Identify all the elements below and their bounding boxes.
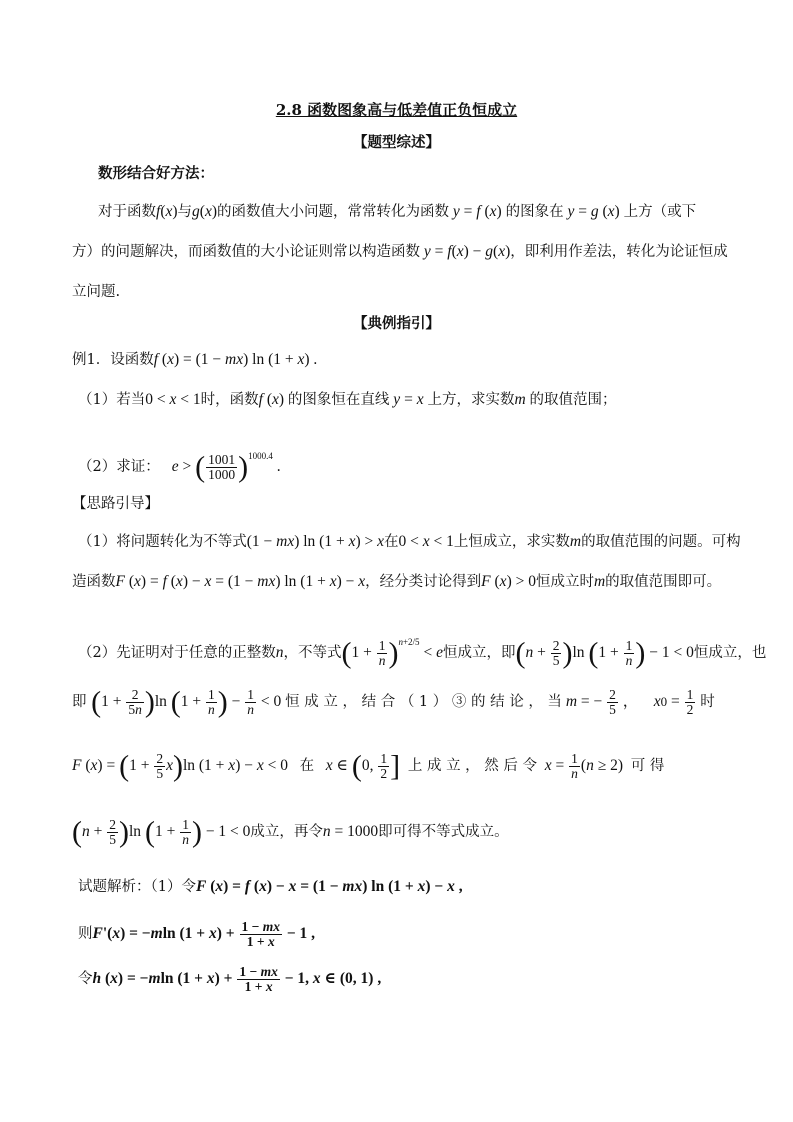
hint-line-3: （2）先证明对于任意的正整数n，不等式(1 + $\frac{1}{n}$ )$^{n+2/5}$ < e恒成立，即(n + $\frac{2}{5}$ )ln (1 + $\frac{1}{n}$ ) − 1 < 0恒成立，也 (78, 636, 767, 670)
hint-line-4: 即 (1 + $\frac{2}{5n}$ )ln (1 + $\frac{1}{n}$ ) − $\frac{1}{n}$ < 0 恒 成 立 ， 结 合 （ 1 ） ③ 的 结 论 ， 当 m = − $\frac{2}{5}$ ， x0 = $\frac{1}{2}$ 时 (72, 685, 715, 719)
page-title: 2.8 函数图象高与低差值正负恒成立 (275, 101, 518, 119)
section-examples-heading: 【典例指引】 (353, 315, 440, 332)
hint-line-1: （1）将问题转化为不等式(1 − mx) ln (1 + x) > x在0 < x < 1上恒成立，求实数m的取值范围的问题。可构 (78, 533, 741, 550)
hint-line-2: 造函数F (x) = f (x) − x = (1 − mx) ln (1 + x) − x，经分类讨论得到F (x) > 0恒成立时m的取值范围即可。 (72, 573, 722, 590)
method-heading: 数形结合好方法： (98, 165, 214, 182)
hint-line-5: F (x) = (1 + $\frac{2}{5}$ x)ln (1 + x) − x < 0 在 x ∈ (0, $\frac{1}{2}$ ] 上 成 立 ， 然 后 令 x = $\frac{1}{n}$ (n ≥ 2) 可 得 (72, 749, 665, 783)
solution-line-2: 则F'(x) = −mln (1 + x) + $\frac{1 - mx}{1 + x}$ − 1 , (78, 919, 316, 950)
section-overview-heading: 【题型综述】 (353, 134, 440, 151)
overview-line-1: 对于函数f(x)与g(x)的函数值大小问题，常常转化为函数 y = f (x) 的图象在 y = g (x) 上方（或下 (98, 203, 697, 220)
solution-line-3: 令h (x) = −mln (1 + x) + $\frac{1 - mx}{1 + x}$ − 1, x ∈ (0, 1) , (78, 964, 382, 995)
overview-line-3: 立问题. (72, 284, 121, 300)
example1-question-1: （1）若当0 < x < 1时，函数f (x) 的图象恒在直线 y = x 上方，求实数m 的取值范围； (78, 391, 617, 408)
example1-statement: 例1．设函数f (x) = (1 − mx) ln (1 + x) . (72, 351, 318, 368)
hint-heading: 【思路引导】 (72, 496, 159, 512)
overview-line-2: 方）的问题解决，而函数值的大小论证则常以构造函数 y = f(x) − g(x)，即利用作差法，转化为论证恒成 (72, 243, 728, 260)
hint-line-6: (n + $\frac{2}{5}$ )ln (1 + $\frac{1}{n}$ ) − 1 < 0成立，再令n = 1000即可得不等式成立。 (72, 815, 509, 849)
example1-question-2: （2）求证： e > ( $\frac{1001}{1000}$ )$^{1000.4}$ . (78, 450, 281, 484)
solution-line-1: 试题解析：（1）令F (x) = f (x) − x = (1 − mx) ln (1 + x) − x , (78, 878, 463, 895)
